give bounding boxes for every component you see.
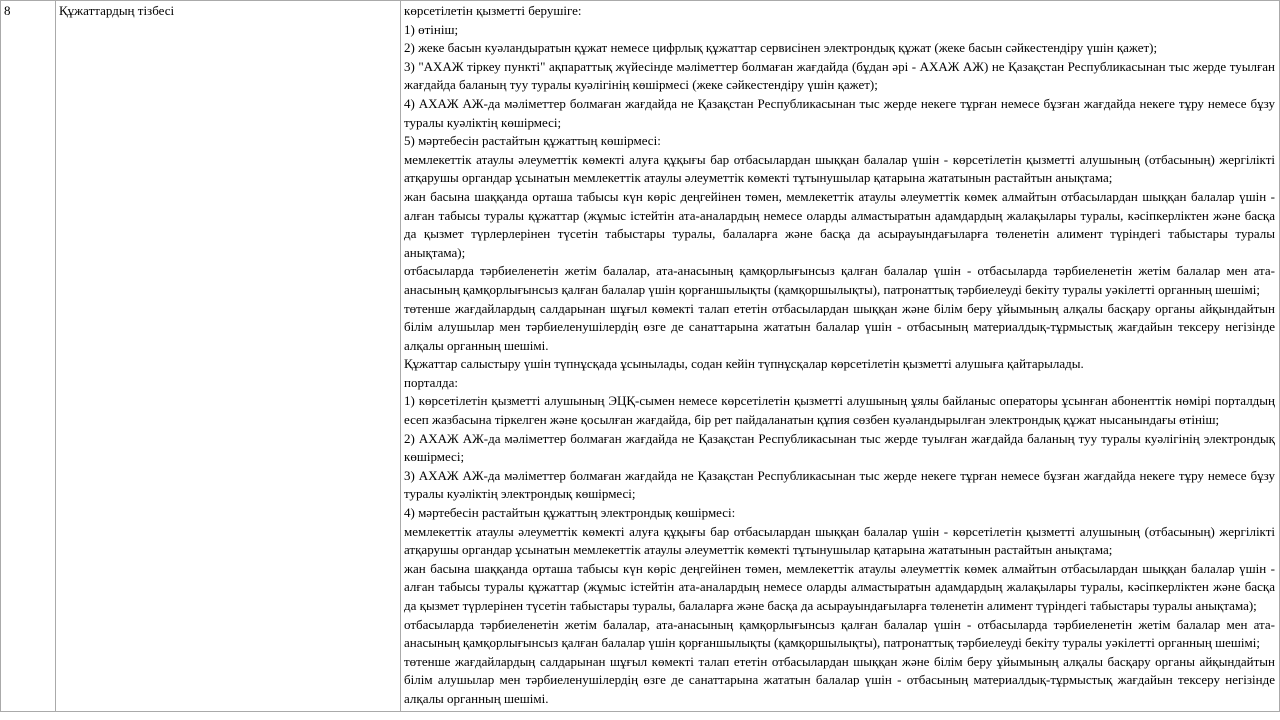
row-label: Құжаттардың тізбесі [59, 3, 175, 18]
content-paragraph: төтенше жағдайлардың салдарынан шұғыл көмекті талап ететін отбасылардан шыққан және білім беру ұйымының алқалы басқару органы айқындайтын білім алушылар мен тәрбиеленушілердің өзге де санаттарына жататын балалар үшін - отбасының материалдық-тұрмыстық жағдайын тексеру негізінде алқалы органның шешімі. [404, 653, 1275, 706]
content-paragraphs [404, 2, 1275, 709]
content-paragraph: 4) мәртебесін растайтын құжаттың электрондық көшірмесі: [404, 505, 736, 521]
content-paragraph: отбасыларда тәрбиеленетін жетім балалар, ата-анасының қамқорлығынсыз қалған балалар үшін - отбасыларда тәрбиеленетін жетім балалар мен ата-анасының қамқорлығынсыз қалған балалар үшін қорғаншылықты (қамқоршылықты), патронаттық тәрбиелеуді бекіту туралы уәкілетті органның шешімі; [404, 616, 1275, 651]
row-number-cell [1, 1, 56, 712]
row-label-cell [56, 1, 401, 712]
content-paragraph: Құжаттар салыстыру үшін түпнұсқада ұсынылады, содан кейін түпнұсқалар көрсетілетін қызметті алушыға қайтарылады. [404, 356, 1084, 372]
content-paragraph: мемлекеттік атаулы әлеуметтік көмекті алуға құқығы бар отбасылардан шыққан балалар үшін - көрсетілетін қызметті алушының (отбасының) жергілікті атқарушы органдар ұсынатын мемлекеттік атаулы әлеуметтік көмекті тұтынушылар қатарына жататынын растайтын анықтама; [404, 151, 1275, 186]
content-paragraph: 2) АХАЖ АЖ-да мәліметтер болмаған жағдайда не Қазақстан Республикасынан тыс жерде туылған жағдайда баланың туу туралы куәлігінің электрондық көшірмесі; [404, 430, 1275, 465]
content-paragraph: 3) "АХАЖ тіркеу пункті" ақпараттық жүйесінде мәліметтер болмаған жағдайда (бұдан әрі - АХАЖ АЖ) не Қазақстан Республикасынан тыс жерде туылған жағдайда баланың туу туралы куәлігінің көшірмесі (жеке сәйкестендіру үшін қажет); [404, 58, 1275, 93]
content-paragraph: 1) өтініш; [404, 21, 459, 37]
content-paragraph: порталда: [404, 374, 458, 390]
content-paragraph: отбасыларда тәрбиеленетін жетім балалар, ата-анасының қамқорлығынсыз қалған балалар үшін - отбасыларда тәрбиеленетін жетім балалар мен ата-анасының қамқорлығынсыз қалған балалар үшін қорғаншылықты (қамқоршылықты), патронаттық тәрбиелеуді бекіту туралы уәкілетті органның шешімі; [404, 263, 1275, 297]
content-paragraph: 2) жеке басын куәландыратын құжат немесе цифрлық құжаттар сервисінен электрондық құжат (жеке басын сәйкестендіру үшін қажет); [404, 40, 1158, 56]
content-paragraph: 1) көрсетілетін қызметті алушының ЭЦҚ-сымен немесе көрсетілетін қызметті алушының ұялы байланыс операторы ұсынған абоненттік нөмірі порталдың есеп жазбасына тіркелген және қосылған жағдайда, бір рет пайдаланатын құпия сөзбен куәландырылған электрондық құжат нысанындағы өтініш; [404, 393, 1275, 428]
row-number: 8 [4, 3, 11, 18]
content-paragraph: төтенше жағдайлардың салдарынан шұғыл көмекті талап ететін отбасылардан шыққан және білім беру ұйымының алқалы басқару органы айқындайтын білім алушылар мен тәрбиеленушілердің өзге де санаттарына жататын балалар үшін - отбасының материалдық-тұрмыстық жағдайын тексеру негізінде алқалы органның шешімі. [404, 300, 1275, 353]
row-content-cell [401, 1, 1280, 712]
content-paragraph: жан басына шаққанда орташа табысы күн көріс деңгейінен төмен, мемлекеттік атаулы әлеуметтік көмек алмайтын отбасылардан шыққан балалар үшін - алған табысы туралы құжаттар (жұмыс істейтін ата-аналардың немесе оларды алмастыратын адамдардың жалақылары туралы, кәсіпкерліктен және басқа да қызмет түрлерінен түсетін табыстары туралы, балаларға және басқа да асырауындағыларға төленетін алимент түріндегі табыстары туралы анықтама); [404, 560, 1275, 613]
content-paragraph: 5) мәртебесін растайтын құжаттың көшірмесі: [404, 133, 661, 149]
content-paragraph: жан басына шаққанда орташа табысы күн көріс деңгейінен төмен, мемлекеттік атаулы әлеуметтік көмек алмайтын отбасылардан шыққан балалар үшін - алған табысы туралы құжаттар (жұмыс істейтін ата-аналардың немесе оларды алмастыратын адамдардың жалақылары туралы, кәсіпкерліктен және басқа да қызмет түрлерлерінен түсетін табыстары туралы, балаларға және басқа да асырауындағыларға төленетін алимент түріндегі табыстары туралы анықтама); [404, 188, 1275, 260]
content-paragraph: 4) АХАЖ АЖ-да мәліметтер болмаған жағдайда не Қазақстан Республикасынан тыс жерде некеге тұрған немесе бұзған жағдайда некеге тұру немесе бұзу туралы куәліктің көшірмесі; [404, 95, 1275, 130]
content-paragraph: көрсетілетін қызметті берушіге: [404, 3, 582, 18]
content-paragraph: 3) АХАЖ АЖ-да мәліметтер болмаған жағдайда не Қазақстан Республикасынан тыс жерде некеге тұрған немесе бұзған жағдайда некеге тұру немесе бұзу туралы куәліктің электрондық көшірмесі; [404, 467, 1275, 502]
table-row [1, 1, 1280, 712]
content-paragraph: мемлекеттік атаулы әлеуметтік көмекті алуға құқығы бар отбасылардан шыққан балалар үшін - көрсетілетін қызметті алушының (отбасының) жергілікті атқарушы органдар ұсынатын мемлекеттік атаулы әлеуметтік көмекті тұтынушылар қатарына жататынын растайтын анықтама; [404, 523, 1275, 558]
